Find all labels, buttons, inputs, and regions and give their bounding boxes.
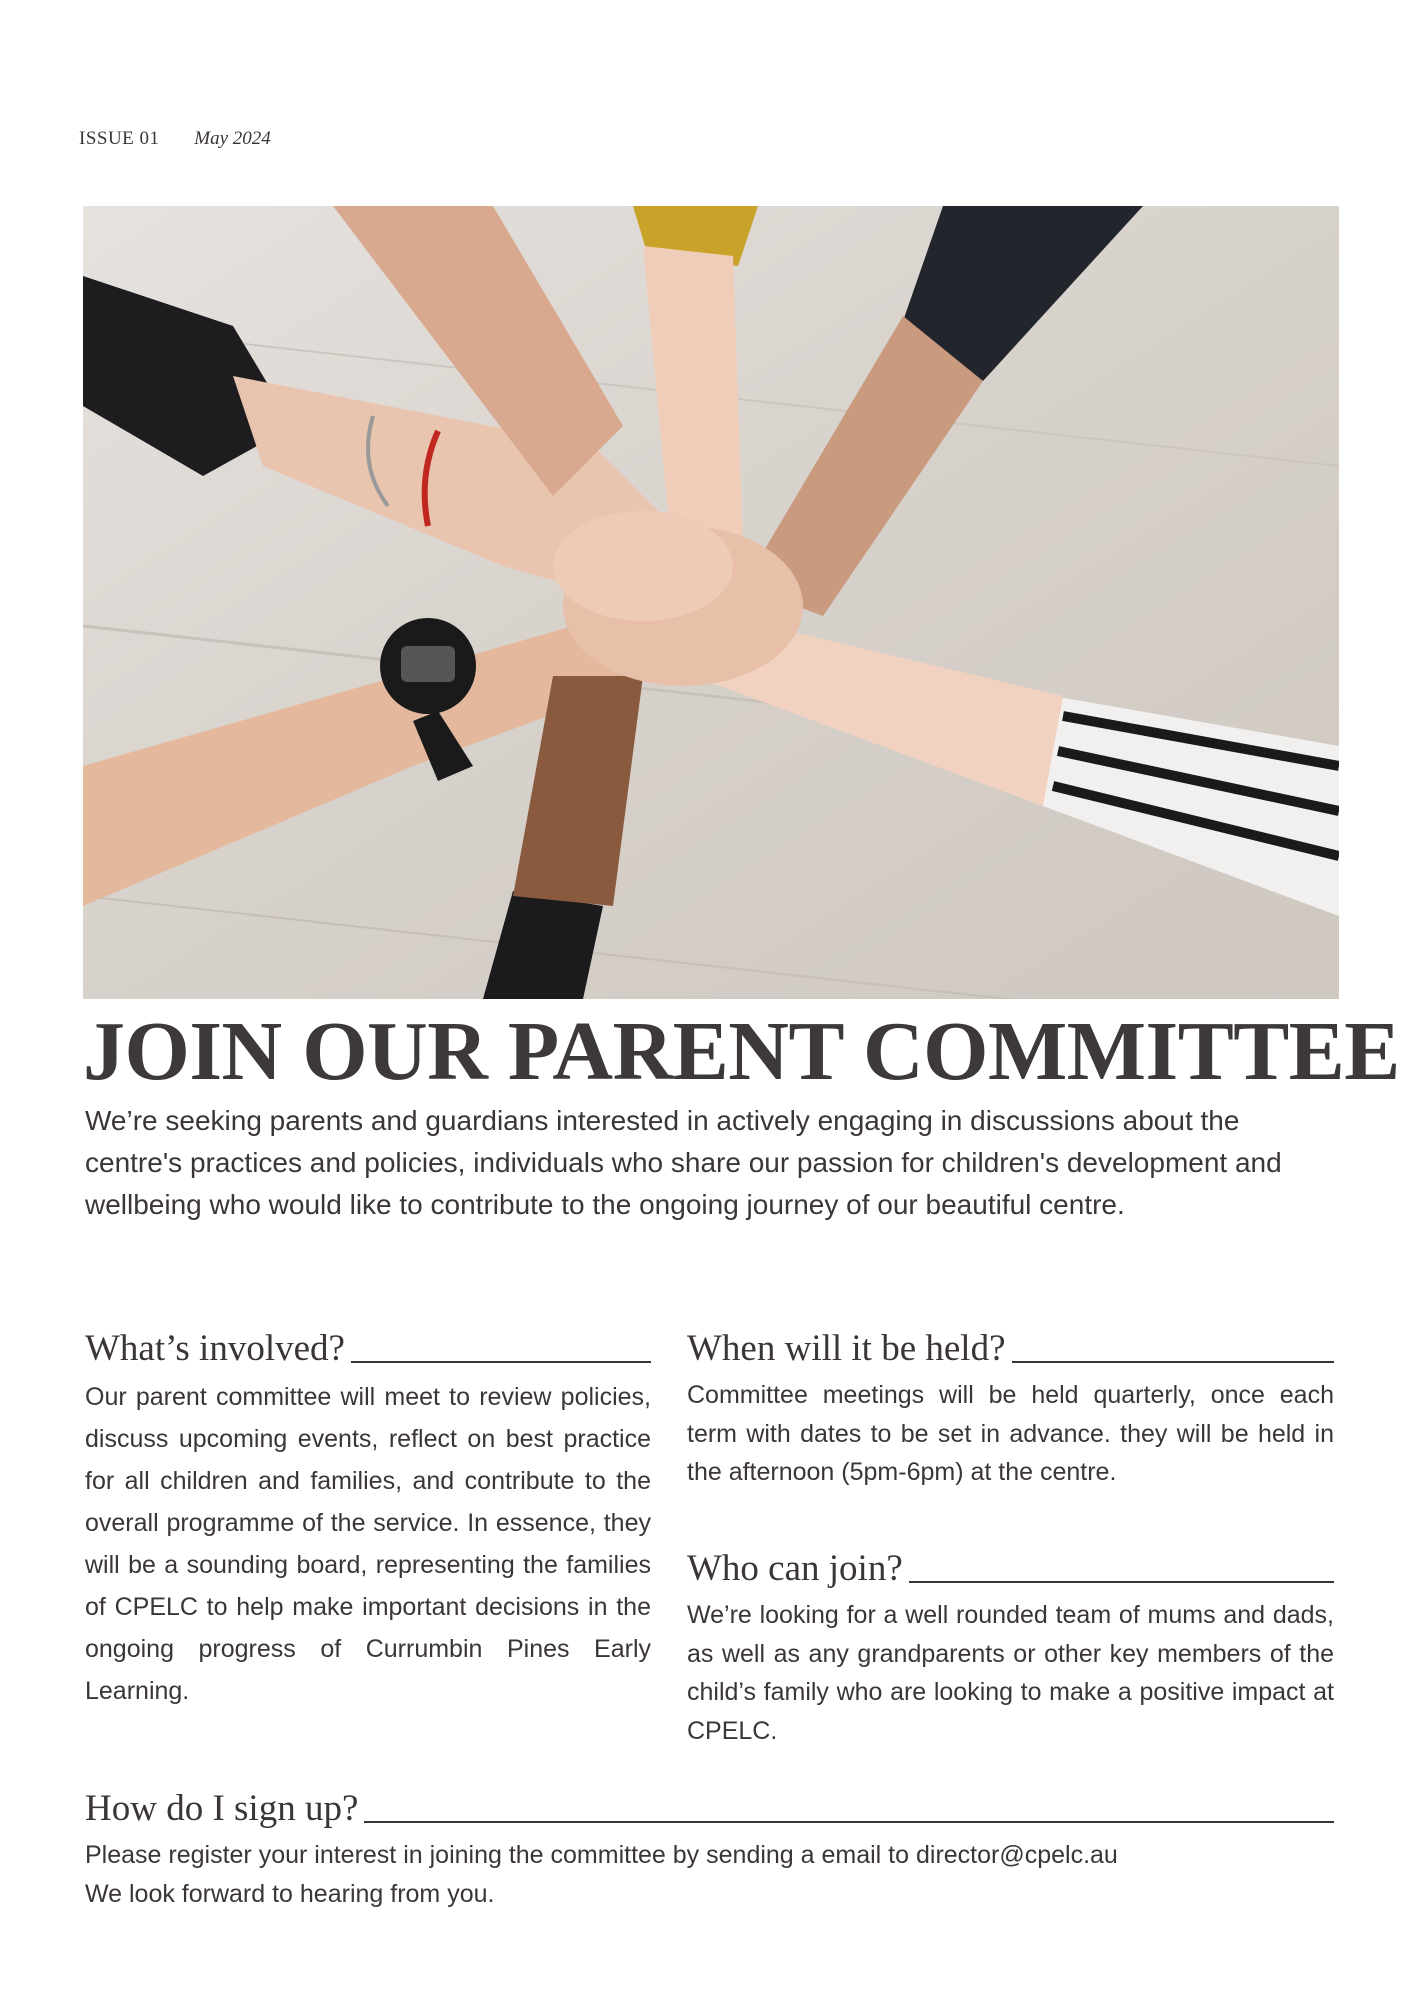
issue-date: May 2024 [194,128,271,149]
section-heading-text: When will it be held? [687,1328,1006,1369]
heading-rule [1012,1361,1334,1363]
heading-rule [351,1361,651,1363]
section-when-held [687,1326,1334,1492]
section-heading [85,1786,1334,1832]
page-title: JOIN OUR PARENT COMMITTEE [83,1005,1400,1098]
section-body [85,1836,1334,1914]
section-heading-text: Who can join? [687,1548,903,1589]
issue-number: ISSUE 01 [79,128,160,149]
intro-paragraph: We’re seeking parents and guardians interested in actively engaging in discussions about the centre's practices and policies, individuals who share our passion for children's development and wellbeing who would like to contribute to the ongoing journey of our beautiful centre. [85,1105,1282,1220]
hero-photo [83,206,1339,999]
section-heading [687,1546,1334,1592]
section-heading-text: How do I sign up? [85,1788,359,1829]
section-body: Our parent committee will meet to review policies, discuss upcoming events, reflect on best practice for all children and families, and contribute to the overall programme of the service. In essence, they will be a sounding board, representing the families of CPELC to help make important decisions in the ongoing progress of Currumbin Pines Early Learning. [85,1383,651,1705]
section-body: Committee meetings will be held quarterly, once each term with dates to be set in advance. they will be held in the afternoon (5pm-6pm) at the centre. [687,1381,1334,1486]
section-heading [85,1326,651,1372]
section-how-to-sign-up [85,1786,1334,1914]
section-heading [687,1326,1334,1372]
section-heading-text: What’s involved? [85,1328,345,1369]
signup-instruction: Please register your interest in joining the committee by sending a email to director@cpelc.au [85,1841,1118,1869]
section-who-can-join [687,1546,1334,1750]
section-body: We’re looking for a well rounded team of mums and dads, as well as any grandparents or other key members of the child’s family who are looking to make a positive impact at CPELC. [687,1601,1334,1745]
masthead [79,128,271,150]
heading-rule [364,1821,1334,1823]
section-whats-involved [85,1326,651,1712]
heading-rule [909,1581,1334,1583]
stacked-hands-photo-icon [83,206,1339,999]
signup-closing: We look forward to hearing from you. [85,1880,495,1908]
